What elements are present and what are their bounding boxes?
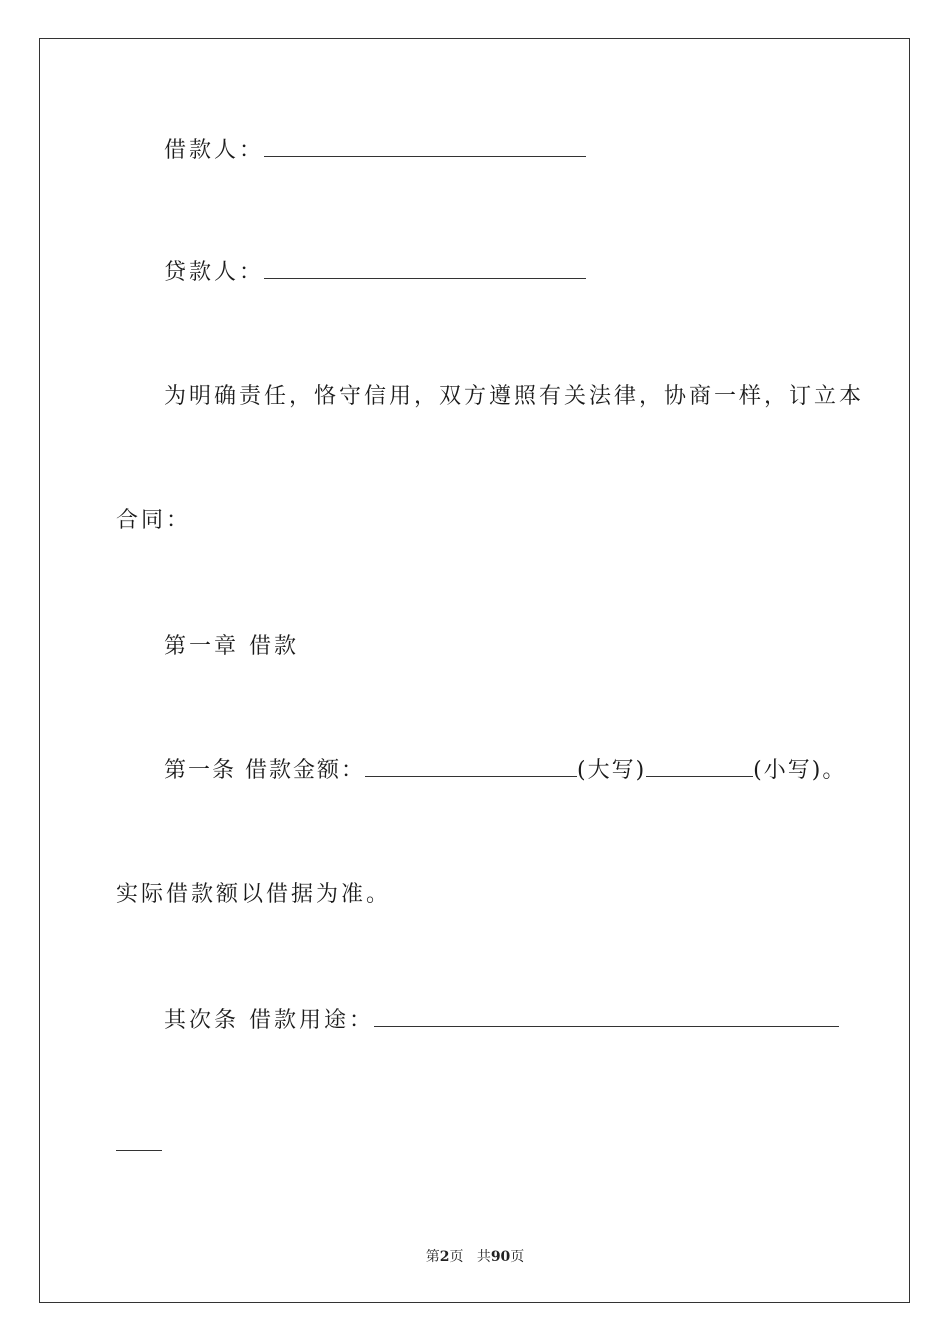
page-frame — [39, 38, 910, 1303]
chapter-heading: 第一章 借款 — [164, 634, 299, 659]
amount-capital-blank — [365, 756, 577, 777]
purpose-blank-continuation — [116, 1130, 162, 1160]
borrower-label: 借款人： — [164, 138, 265, 163]
page-number: 2 — [439, 1249, 450, 1265]
article1-line — [164, 756, 846, 786]
page-prefix: 第 — [425, 1249, 440, 1265]
purpose-blank — [374, 1006, 839, 1027]
lender-line — [164, 258, 586, 288]
capital-label: (大写) — [577, 758, 647, 783]
page-suffix: 页 — [449, 1249, 464, 1265]
intro-line-2: 合同： — [116, 508, 192, 533]
lender-blank — [264, 258, 586, 279]
small-label: (小写)。 — [753, 758, 847, 783]
article2-label: 其次条 借款用途： — [164, 1008, 374, 1033]
amount-small-blank — [646, 756, 753, 777]
total-prefix: 共 — [476, 1249, 491, 1265]
article1-line-2: 实际借款额以借据为准。 — [116, 882, 392, 907]
total-suffix: 页 — [510, 1249, 525, 1265]
borrower-blank — [264, 136, 586, 157]
article1-label: 第一条 借款金额： — [164, 758, 365, 783]
page-footer — [0, 1247, 950, 1267]
total-pages: 90 — [490, 1249, 511, 1265]
intro-line-1: 为明确责任，恪守信用，双方遵照有关法律，协商一样，订立本 — [164, 384, 865, 409]
article2-line — [164, 1006, 839, 1036]
purpose-blank-2 — [116, 1130, 162, 1151]
borrower-line — [164, 136, 586, 166]
lender-label: 贷款人： — [164, 260, 265, 285]
